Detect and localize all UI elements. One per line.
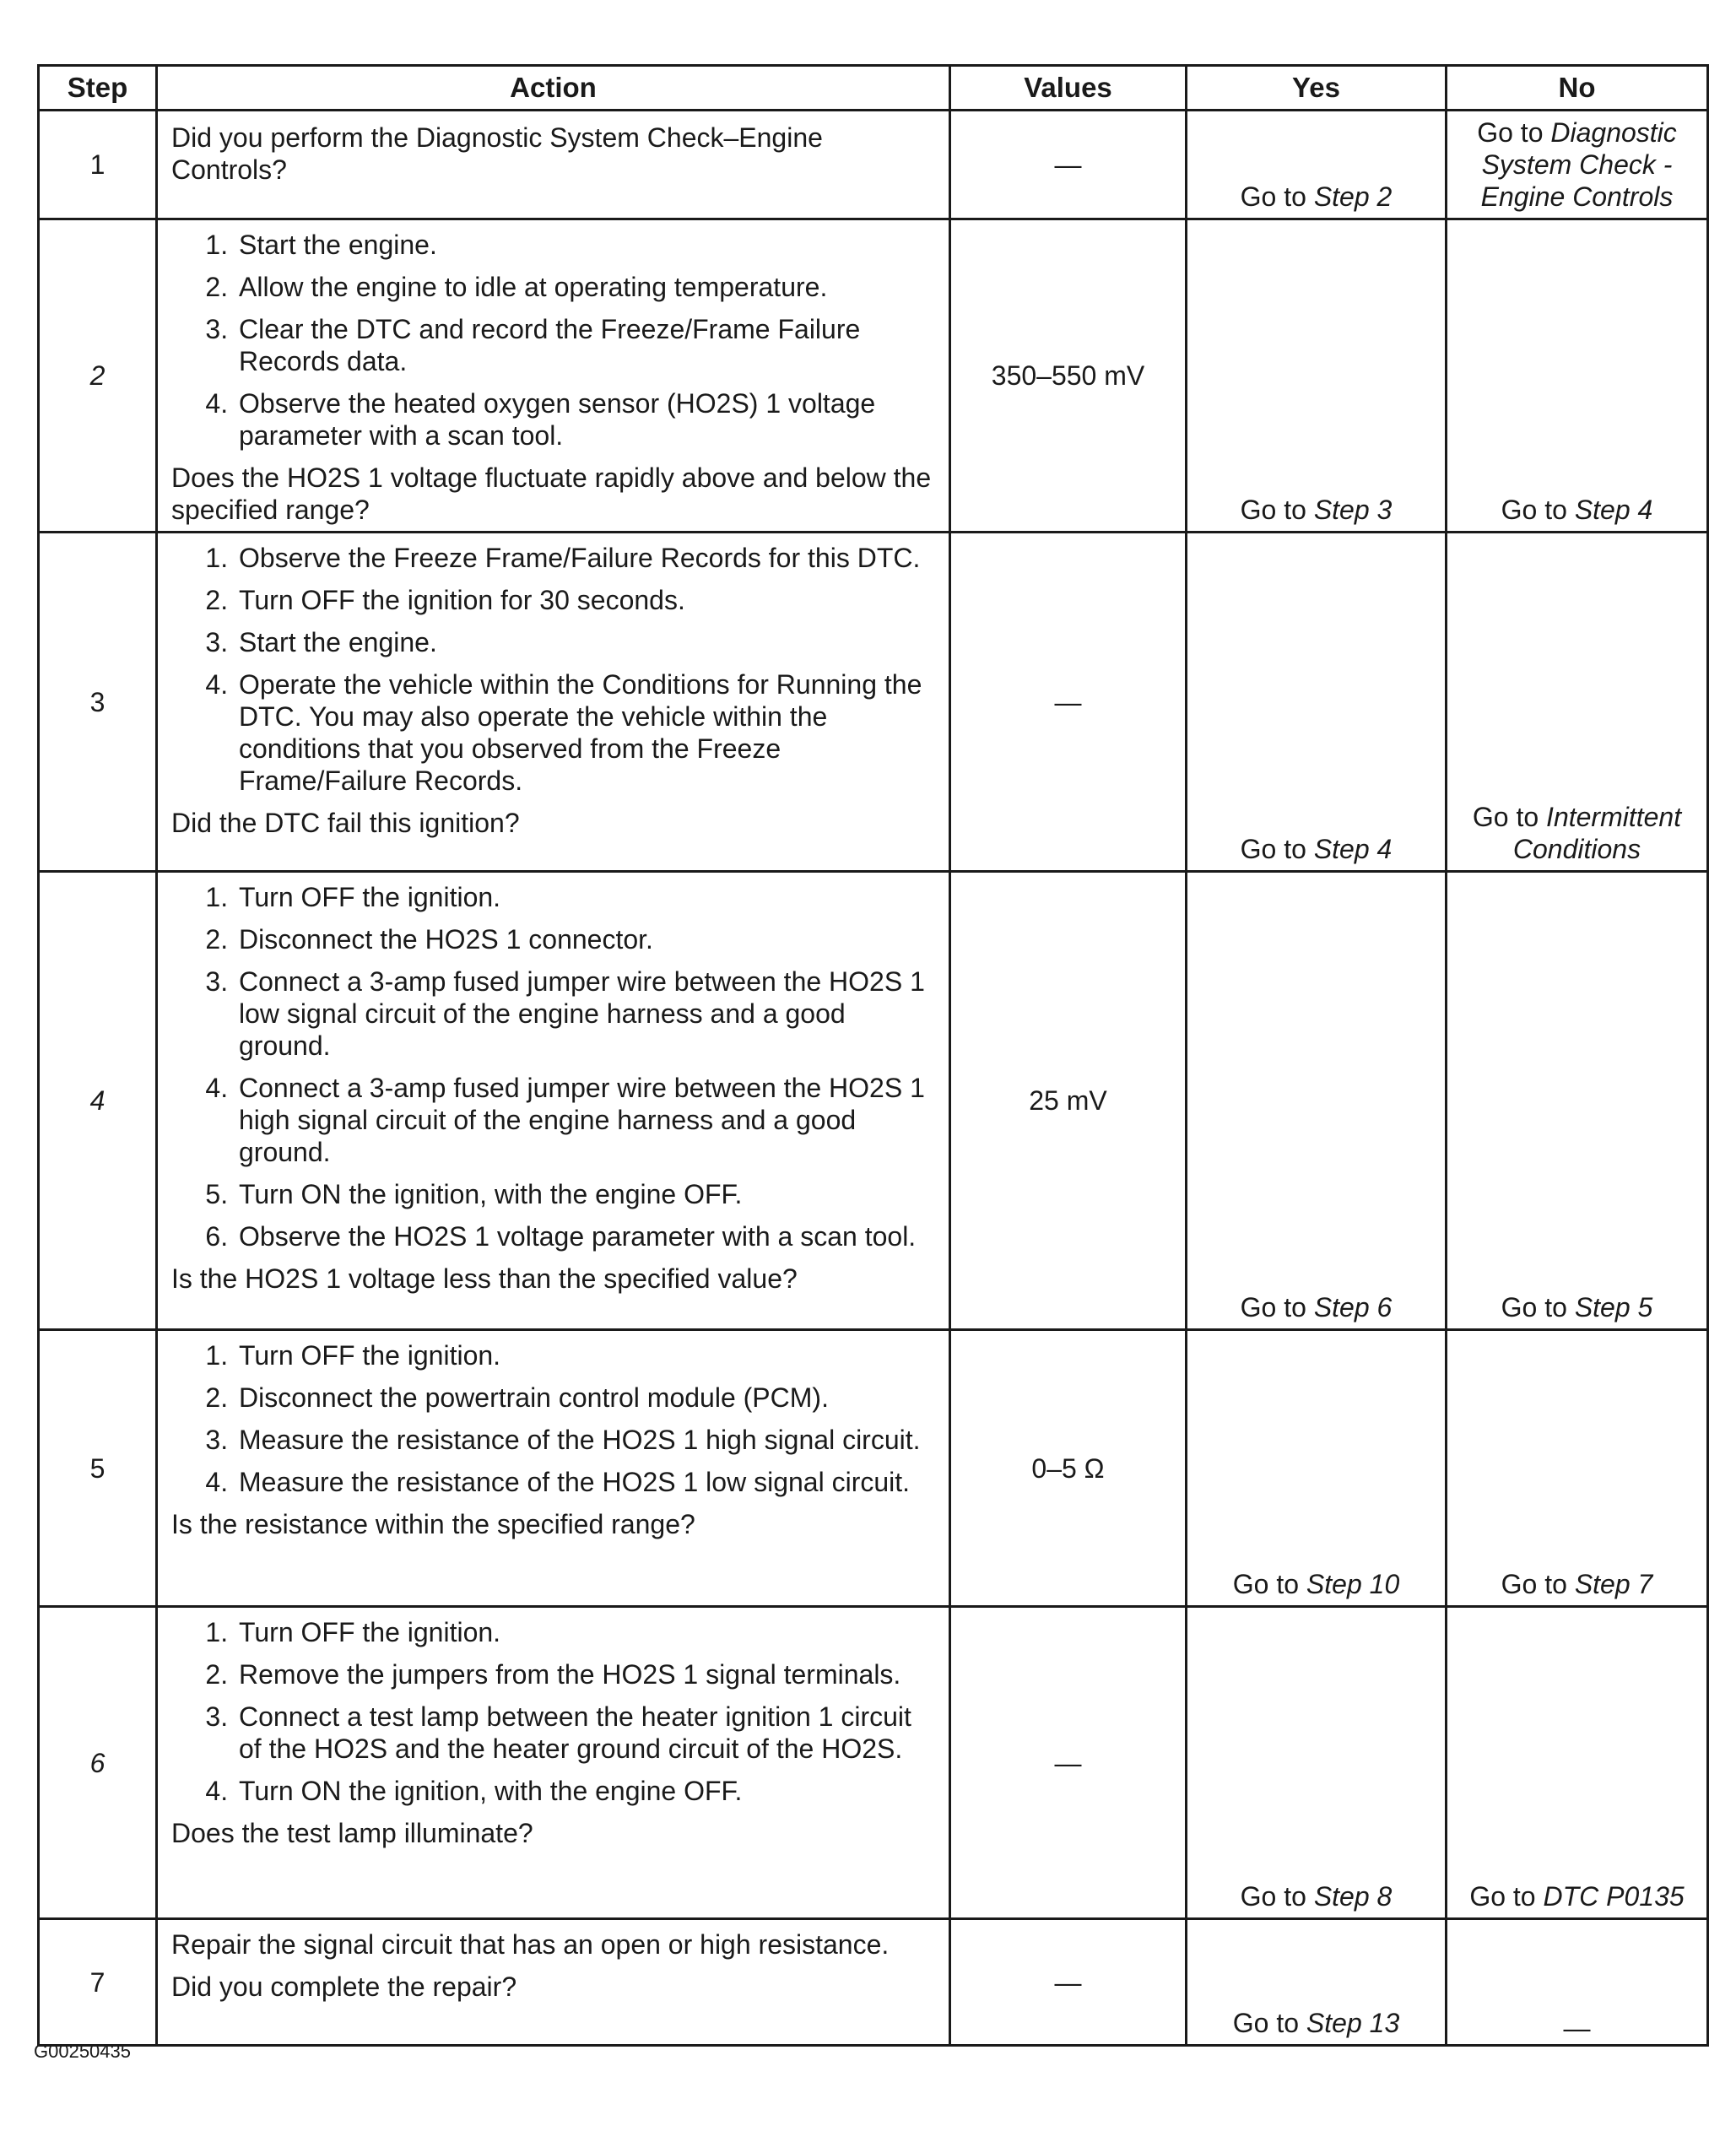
- step-number: 2: [39, 219, 157, 533]
- header-row: [39, 66, 1708, 111]
- yes-prefix: Go to: [1240, 181, 1314, 212]
- no-target: —: [1563, 2013, 1591, 2043]
- action-step-item: 4. Connect a 3-amp fused jumper wire between the HO2S 1 high signal circuit of the engine harness and a good ground.: [235, 1072, 937, 1168]
- action-step-item: 4. Operate the vehicle within the Conditions for Running the DTC. You may also operate the vehicle within the conditions that you observed from the Freeze Frame/Failure Records.: [235, 668, 937, 797]
- yes-target: Step 13: [1306, 2008, 1400, 2038]
- yes-cell: [1187, 1607, 1447, 1919]
- action-step-item: 3. Connect a test lamp between the heater ignition 1 circuit of the HO2S and the heater ground circuit of the HO2S.: [235, 1701, 937, 1765]
- yes-prefix: Go to: [1240, 495, 1314, 525]
- yes-target: Step 4: [1313, 834, 1393, 864]
- action-question: Does the test lamp illuminate?: [171, 1818, 533, 1848]
- yes-prefix: Go to: [1240, 1881, 1314, 1912]
- yes-target: Step 6: [1313, 1292, 1393, 1322]
- no-target: Diagnostic System Check - Engine Controls: [1480, 117, 1677, 212]
- no-cell: [1447, 1330, 1708, 1607]
- yes-target: Step 3: [1313, 495, 1393, 525]
- table-row: [39, 872, 1708, 1330]
- action-cell: [157, 1330, 950, 1607]
- action-instruction: Repair the signal circuit that has an open or high resistance.: [171, 1929, 890, 1960]
- value-cell: —: [950, 1607, 1187, 1919]
- action-step-item: 4. Turn ON the ignition, with the engine OFF.: [235, 1775, 937, 1807]
- action-step-item: 3. Start the engine.: [235, 626, 937, 658]
- action-step-item: 5. Turn ON the ignition, with the engine OFF.: [235, 1178, 937, 1210]
- no-prefix: Go to: [1501, 495, 1575, 525]
- value-cell: 25 mV: [950, 872, 1187, 1330]
- no-cell: [1447, 872, 1708, 1330]
- action-step-item: 4. Observe the heated oxygen sensor (HO2S) 1 voltage parameter with a scan tool.: [235, 387, 937, 452]
- yes-cell: [1187, 1919, 1447, 2046]
- step-number: 6: [39, 1607, 157, 1919]
- action-step-item: 3. Clear the DTC and record the Freeze/Frame Failure Records data.: [235, 313, 937, 377]
- figure-id: G00250435: [34, 2041, 131, 2062]
- action-cell: [157, 533, 950, 872]
- yes-prefix: Go to: [1232, 1569, 1306, 1599]
- action-step-item: 4. Measure the resistance of the HO2S 1 low signal circuit.: [235, 1466, 937, 1498]
- no-prefix: Go to: [1501, 1292, 1575, 1322]
- no-prefix: Go to: [1477, 117, 1551, 148]
- action-cell: [157, 219, 950, 533]
- no-target: Step 7: [1574, 1569, 1653, 1599]
- action-cell: [157, 872, 950, 1330]
- value-cell: —: [950, 533, 1187, 872]
- action-cell: [157, 111, 950, 219]
- no-prefix: Go to: [1469, 1881, 1544, 1912]
- table-body: [39, 111, 1708, 2046]
- header-values: Values: [950, 66, 1187, 111]
- header-step: Step: [39, 66, 157, 111]
- action-step-item: 3. Measure the resistance of the HO2S 1 high signal circuit.: [235, 1424, 937, 1456]
- action-step-item: 1. Start the engine.: [235, 229, 937, 261]
- action-step-item: 3. Connect a 3-amp fused jumper wire between the HO2S 1 low signal circuit of the engine harness and a good ground.: [235, 965, 937, 1062]
- no-target: Intermittent Conditions: [1512, 802, 1682, 864]
- action-step-item: 6. Observe the HO2S 1 voltage parameter with a scan tool.: [235, 1220, 937, 1252]
- action-cell: [157, 1919, 950, 2046]
- no-cell: [1447, 111, 1708, 219]
- step-number: 4: [39, 872, 157, 1330]
- table-row: [39, 1330, 1708, 1607]
- yes-target: Step 2: [1313, 181, 1393, 212]
- action-steps-list: [171, 881, 937, 1252]
- step-number: 1: [39, 111, 157, 219]
- value-cell: 350–550 mV: [950, 219, 1187, 533]
- action-question: Is the HO2S 1 voltage less than the specified value?: [171, 1263, 798, 1294]
- action-step-item: 2. Remove the jumpers from the HO2S 1 signal terminals.: [235, 1658, 937, 1690]
- table-row: [39, 1919, 1708, 2046]
- yes-prefix: Go to: [1240, 1292, 1314, 1322]
- action-steps-list: [171, 542, 937, 797]
- yes-cell: [1187, 872, 1447, 1330]
- action-question: Did you perform the Diagnostic System Check–Engine Controls?: [171, 122, 823, 185]
- action-question: Does the HO2S 1 voltage fluctuate rapidly above and below the specified range?: [171, 462, 932, 525]
- table-row: [39, 219, 1708, 533]
- no-prefix: Go to: [1501, 1569, 1575, 1599]
- yes-cell: [1187, 219, 1447, 533]
- no-target: Step 5: [1574, 1292, 1653, 1322]
- yes-cell: [1187, 1330, 1447, 1607]
- header-yes: Yes: [1187, 66, 1447, 111]
- step-number: 3: [39, 533, 157, 872]
- no-cell: [1447, 219, 1708, 533]
- yes-target: Step 10: [1306, 1569, 1400, 1599]
- no-cell: [1447, 533, 1708, 872]
- no-prefix: Go to: [1472, 802, 1547, 832]
- step-number: 5: [39, 1330, 157, 1607]
- value-cell: —: [950, 1919, 1187, 2046]
- action-cell: [157, 1607, 950, 1919]
- action-step-item: 2. Turn OFF the ignition for 30 seconds.: [235, 584, 937, 616]
- action-question: Did you complete the repair?: [171, 1971, 517, 2002]
- yes-prefix: Go to: [1240, 834, 1314, 864]
- step-number: 7: [39, 1919, 157, 2046]
- no-target: DTC P0135: [1543, 1881, 1685, 1912]
- action-step-item: 1. Turn OFF the ignition.: [235, 1339, 937, 1371]
- action-step-item: 2. Disconnect the HO2S 1 connector.: [235, 923, 937, 955]
- table-row: [39, 533, 1708, 872]
- action-question: Is the resistance within the specified range?: [171, 1509, 695, 1539]
- action-step-item: 1. Turn OFF the ignition.: [235, 1616, 937, 1648]
- action-steps-list: [171, 229, 937, 452]
- action-steps-list: [171, 1616, 937, 1807]
- diagnostic-table: [37, 64, 1709, 2047]
- header-action: Action: [157, 66, 950, 111]
- value-cell: —: [950, 111, 1187, 219]
- yes-cell: [1187, 111, 1447, 219]
- yes-target: Step 8: [1313, 1881, 1393, 1912]
- yes-cell: [1187, 533, 1447, 872]
- action-question: Did the DTC fail this ignition?: [171, 808, 520, 838]
- value-cell: 0–5 Ω: [950, 1330, 1187, 1607]
- action-step-item: 1. Turn OFF the ignition.: [235, 881, 937, 913]
- header-no: No: [1447, 66, 1708, 111]
- no-target: Step 4: [1574, 495, 1653, 525]
- no-cell: [1447, 1607, 1708, 1919]
- yes-prefix: Go to: [1232, 2008, 1306, 2038]
- action-step-item: 1. Observe the Freeze Frame/Failure Records for this DTC.: [235, 542, 937, 574]
- no-cell: [1447, 1919, 1708, 2046]
- table-row: [39, 1607, 1708, 1919]
- action-step-item: 2. Allow the engine to idle at operating temperature.: [235, 271, 937, 303]
- action-steps-list: [171, 1339, 937, 1498]
- table-row: [39, 111, 1708, 219]
- action-step-item: 2. Disconnect the powertrain control module (PCM).: [235, 1382, 937, 1414]
